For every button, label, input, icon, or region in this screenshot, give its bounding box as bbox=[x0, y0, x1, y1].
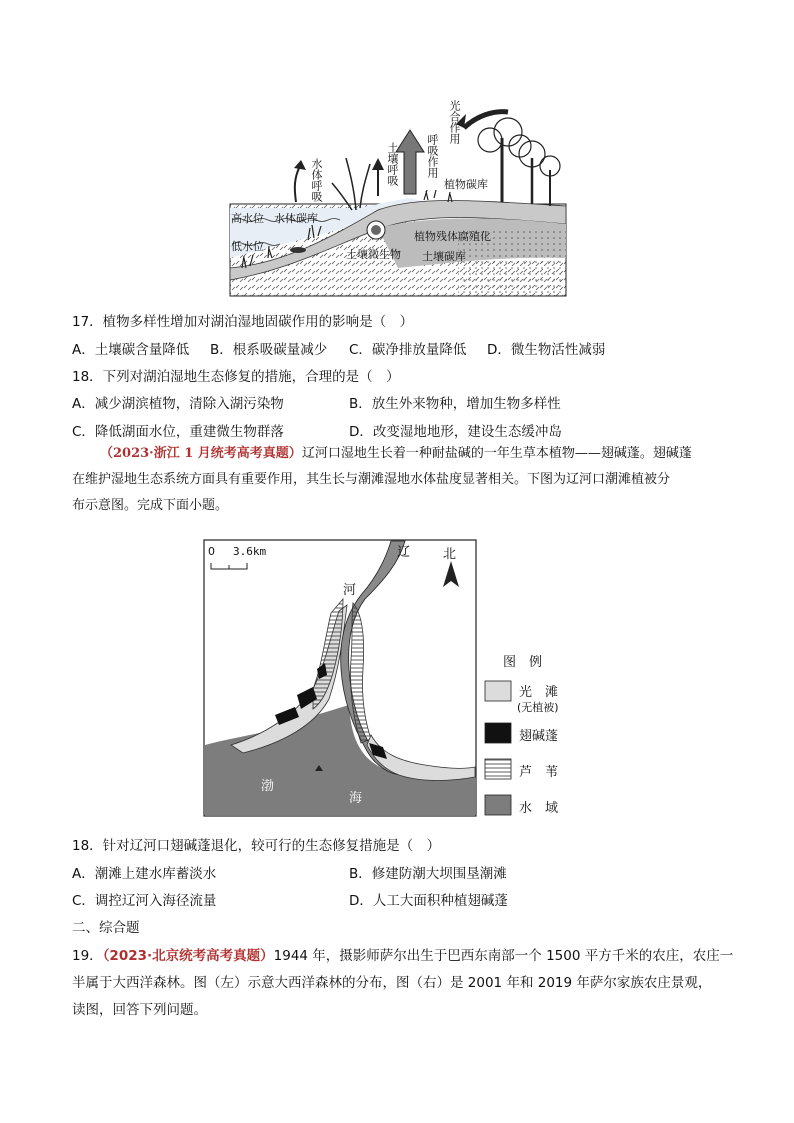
question-17-stem: 17．植物多样性增加对湖泊湿地固碳作用的影响是（ ） bbox=[72, 314, 414, 330]
legend-title: 图 例 bbox=[503, 655, 543, 670]
question-17-option-c[interactable]: C．碳净排放量降低 bbox=[349, 342, 467, 358]
question-19-line-2: 半属于大西洋森林。图（左）示意大西洋森林的分布，图（右）是 2001 年和 2019 年萨尔家族农庄景观， bbox=[72, 975, 712, 991]
question-17-option-d[interactable]: D．微生物活性减弱 bbox=[487, 342, 606, 358]
question-17-option-a[interactable]: A．土壤碳含量降低 bbox=[72, 342, 190, 358]
label-water-carbon: 水体碳库 bbox=[274, 212, 318, 225]
legend-bare-note: (无植被) bbox=[517, 701, 559, 714]
liaohe-estuary-map bbox=[203, 539, 583, 821]
question-19 bbox=[72, 943, 732, 1024]
label-plant-carbon: 植物碳库 bbox=[444, 178, 488, 191]
question-18b-option-a[interactable]: A．潮滩上建水库蓄淡水 bbox=[72, 866, 217, 882]
passage-line-2: 在维护湿地生态系统方面具有重要作用，其生长与潮滩湿地水体盐度显著相关。下图为辽河口潮滩植被分 bbox=[72, 472, 671, 487]
question-19-line-1: 1944 年，摄影师萨尔出生于巴西东南部一个 1500 平方千米的农庄，农庄一 bbox=[273, 948, 734, 964]
question-18b-option-c[interactable]: C．调控辽河入海径流量 bbox=[72, 893, 217, 909]
question-19-number: 19． bbox=[72, 948, 103, 964]
passage bbox=[72, 441, 732, 519]
label-high-water: 高水位 bbox=[231, 212, 264, 225]
passage-source: （2023·浙江 1 月统考高考真题） bbox=[100, 446, 302, 461]
scale-length-label: 3.6km bbox=[233, 545, 267, 558]
label-photosynthesis: 光合作用 bbox=[448, 100, 461, 144]
north-label: 北 bbox=[443, 547, 457, 562]
label-respiration: 呼吸作用 bbox=[426, 134, 439, 178]
label-soil-carbon: 土壤碳库 bbox=[422, 250, 466, 263]
question-19-source: （2023·北京统考高考真题） bbox=[102, 948, 274, 964]
legend-reed: 芦 苇 bbox=[519, 765, 559, 780]
legend-suaeda: 翅碱蓬 bbox=[519, 729, 559, 744]
label-low-water: 低水位 bbox=[231, 240, 264, 253]
label-humification: 植物残体腐殖化 bbox=[414, 230, 491, 243]
label-soil-respiration: 土壤呼吸 bbox=[386, 142, 399, 186]
question-18a-option-c[interactable]: C．降低湖面水位，重建微生物群落 bbox=[72, 424, 284, 440]
river-label-liao: 辽 bbox=[397, 545, 411, 560]
sea-label-bo: 渤 bbox=[261, 779, 275, 794]
label-soil-microbe: 土壤微生物 bbox=[346, 248, 401, 261]
question-18b-option-b[interactable]: B．修建防潮大坝围垦潮滩 bbox=[349, 866, 507, 882]
question-18b-stem: 18．针对辽河口翅碱蓬退化，较可行的生态修复措施是（ ） bbox=[72, 838, 441, 854]
question-18a-stem: 18．下列对湖泊湿地生态修复的措施，合理的是（ ） bbox=[72, 369, 400, 385]
legend-water: 水 域 bbox=[519, 801, 559, 816]
question-18b-option-d[interactable]: D．人工大面积种植翅碱蓬 bbox=[349, 893, 508, 909]
question-18a-option-d[interactable]: D．改变湿地地形，建设生态缓冲岛 bbox=[349, 424, 562, 440]
passage-line-1: 辽河口湿地生长着一种耐盐碱的一年生草本植物——翅碱蓬。翅碱蓬 bbox=[301, 446, 692, 461]
question-18a-option-a[interactable]: A．减少湖滨植物，清除入湖污染物 bbox=[72, 396, 284, 412]
question-18a-option-b[interactable]: B．放生外来物种，增加生物多样性 bbox=[349, 396, 561, 412]
question-17-option-b[interactable]: B．根系吸碳量减少 bbox=[210, 342, 328, 358]
legend-bare: 光 滩 bbox=[519, 685, 559, 700]
sea-label-hai: 海 bbox=[349, 791, 363, 806]
scale-zero-label: 0 bbox=[208, 545, 215, 558]
wetland-carbon-diagram bbox=[228, 98, 568, 298]
label-water-respiration: 水体呼吸 bbox=[310, 158, 323, 202]
wetland-carbon-svg bbox=[228, 98, 568, 298]
question-19-line-3: 读图，回答下列问题。 bbox=[72, 1002, 207, 1018]
passage-line-3: 布示意图。完成下面小题。 bbox=[72, 498, 229, 513]
section-heading: 二、综合题 bbox=[72, 920, 140, 936]
river-label-he: 河 bbox=[343, 583, 357, 598]
